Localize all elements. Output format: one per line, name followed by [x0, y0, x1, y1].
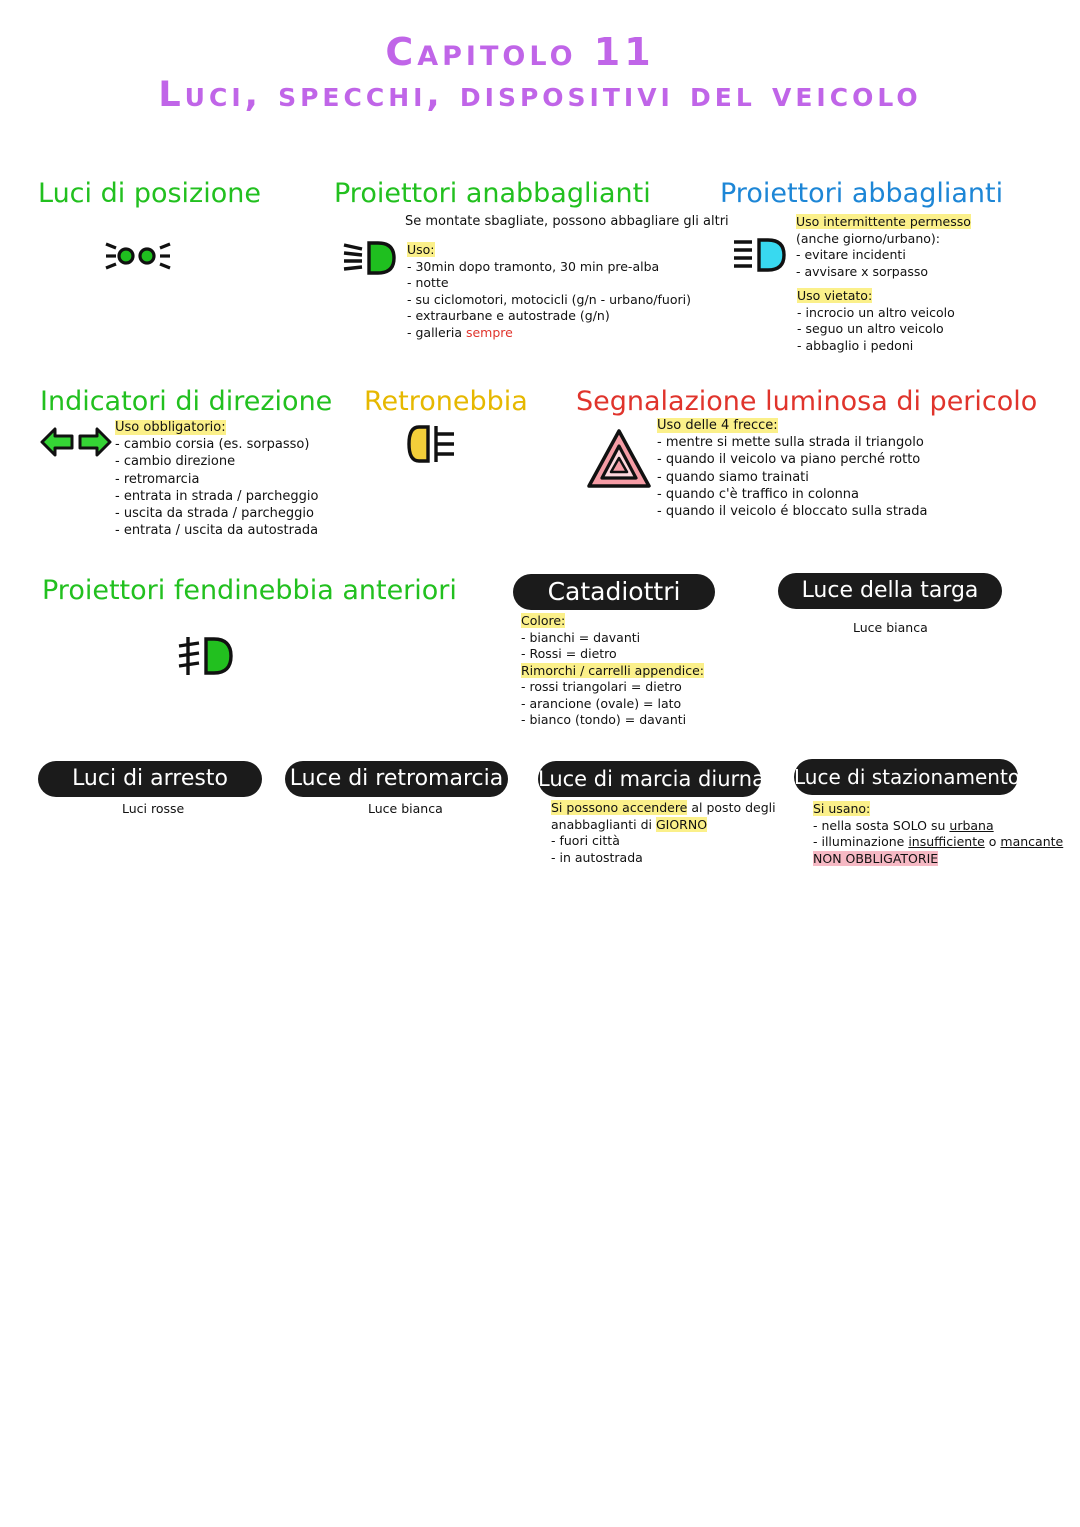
section-title-indicatori: Indicatori di direzione: [40, 386, 333, 417]
retromarcia-note: Luce bianca: [368, 801, 443, 816]
list-item: - seguo un altro veicolo: [797, 321, 944, 336]
list-item: - incrocio un altro veicolo: [797, 304, 955, 320]
list-item: (anche giorno/urbano):: [796, 230, 940, 246]
pill-diurna: Luce di marcia diurna: [538, 761, 761, 797]
pill-retromarcia: Luce di retromarcia: [285, 761, 508, 797]
catadiottri-list: [521, 613, 704, 729]
list-item: - quando il veicolo é bloccato sulla strada: [657, 504, 928, 520]
section-title-fendinebbia: Proiettori fendinebbia anteriori: [42, 575, 457, 606]
abbaglianti-permesso: [796, 214, 971, 280]
rear-fog-icon: [406, 424, 458, 464]
stazionamento-list: [813, 801, 1063, 867]
list-item: - galleria: [407, 324, 466, 340]
list-item: - Rossi = dietro: [521, 646, 617, 661]
indicatori-list: [115, 419, 318, 539]
stazionamento-urbana: urbana: [949, 817, 994, 833]
list-item: - in autostrada: [551, 849, 643, 865]
diurna-line2: anabbaglianti di: [551, 816, 656, 832]
stazionamento-l1: - nella sosta SOLO su: [813, 817, 950, 833]
list-item: - arancione (ovale) = lato: [521, 695, 682, 711]
list-item: - su ciclomotori, motocicli (g/n - urbano/fuori): [407, 291, 691, 307]
list-item: - retromarcia: [115, 471, 200, 487]
stazionamento-mancante: mancante: [1000, 834, 1064, 849]
list-item: - evitare incidenti: [796, 247, 906, 262]
pill-arresto: Luci di arresto: [38, 761, 262, 797]
pill-catadiottri: Catadiottri: [513, 574, 715, 610]
anabbaglianti-list: [407, 242, 691, 341]
catadiottri-rimorchi-label: Rimorchi / carrelli appendice:: [521, 662, 704, 678]
abbaglianti-vietato: [797, 288, 955, 354]
list-item: - mentre si mette sulla strada il triangolo: [657, 435, 924, 451]
list-item: - quando c'è traffico in colonna: [657, 486, 860, 502]
list-item: - extraurbane e autostrade (g/n): [407, 308, 610, 323]
abbaglianti-vietato-label: Uso vietato:: [797, 288, 873, 303]
list-item: - entrata in strada / parcheggio: [115, 488, 319, 504]
pill-targa: Luce della targa: [778, 573, 1002, 609]
section-title-posizione: Luci di posizione: [38, 178, 261, 209]
hazard-icon: [586, 428, 652, 490]
list-item: - cambio direzione: [115, 454, 236, 470]
list-item: - quando il veicolo va piano perché rotto: [657, 452, 921, 468]
anabbaglianti-note: Se montate sbagliate, possono abbagliare gli altri: [405, 214, 729, 229]
sempre-emphasis: sempre: [465, 324, 513, 340]
list-item: - avvisare x sorpasso: [796, 263, 929, 279]
list-item: - fuori città: [551, 833, 620, 848]
list-item: - rossi triangolari = dietro: [521, 679, 682, 694]
list-item: - bianchi = davanti: [521, 629, 641, 645]
list-item: - uscita da strada / parcheggio: [115, 506, 314, 522]
diurna-line1: al posto degli: [687, 800, 776, 815]
list-item: - 30min dopo tramonto, 30 min pre-alba: [407, 258, 660, 274]
list-item: - abbaglio i pedoni: [797, 337, 914, 353]
stazionamento-uso-label: Si usano:: [813, 801, 871, 816]
pericolo-uso-label: Uso delle 4 frecce:: [657, 418, 778, 433]
diurna-hl: Si possono accendere: [551, 800, 688, 815]
section-title-retronebbia: Retronebbia: [364, 386, 528, 417]
page-title: Luci, specchi, dispositivi del veicolo: [158, 75, 922, 115]
list-item: - quando siamo trainati: [657, 469, 809, 485]
turn-signal-icon: [40, 426, 112, 458]
diurna-giorno: GIORNO: [655, 816, 708, 832]
pericolo-list: [657, 417, 927, 520]
position-lights-icon: [104, 238, 172, 274]
arresto-note: Luci rosse: [122, 801, 185, 816]
stazionamento-l2: - illuminazione: [813, 834, 909, 849]
high-beam-icon: [732, 237, 786, 273]
abbaglianti-permesso-label: Uso intermittente permesso: [796, 214, 971, 229]
list-item: - cambio corsia (es. sorpasso): [115, 437, 310, 453]
list-item: - bianco (tondo) = davanti: [521, 712, 687, 727]
targa-note: Luce bianca: [853, 620, 928, 635]
diurna-list: [551, 800, 776, 866]
catadiottri-colore-label: Colore:: [521, 613, 566, 628]
section-title-anabbaglianti: Proiettori anabbaglianti: [334, 178, 651, 209]
pill-stazionamento: Luce di stazionamento: [794, 759, 1018, 795]
chapter-title: Capitolo 11: [385, 30, 655, 74]
anabbaglianti-uso-label: Uso:: [407, 242, 435, 257]
front-fog-icon: [176, 635, 234, 677]
indicatori-uso-label: Uso obbligatorio:: [115, 420, 226, 435]
non-obbligatorie-badge: NON OBBLIGATORIE: [813, 850, 939, 866]
section-title-pericolo: Segnalazione luminosa di pericolo: [576, 386, 1038, 417]
low-beam-icon: [342, 240, 396, 276]
section-title-abbaglianti: Proiettori abbaglianti: [720, 178, 1004, 209]
stazionamento-o: o: [984, 834, 1001, 849]
list-item: - entrata / uscita da autostrada: [115, 523, 319, 539]
stazionamento-insufficiente: insufficiente: [908, 834, 985, 849]
list-item: - notte: [407, 275, 449, 290]
